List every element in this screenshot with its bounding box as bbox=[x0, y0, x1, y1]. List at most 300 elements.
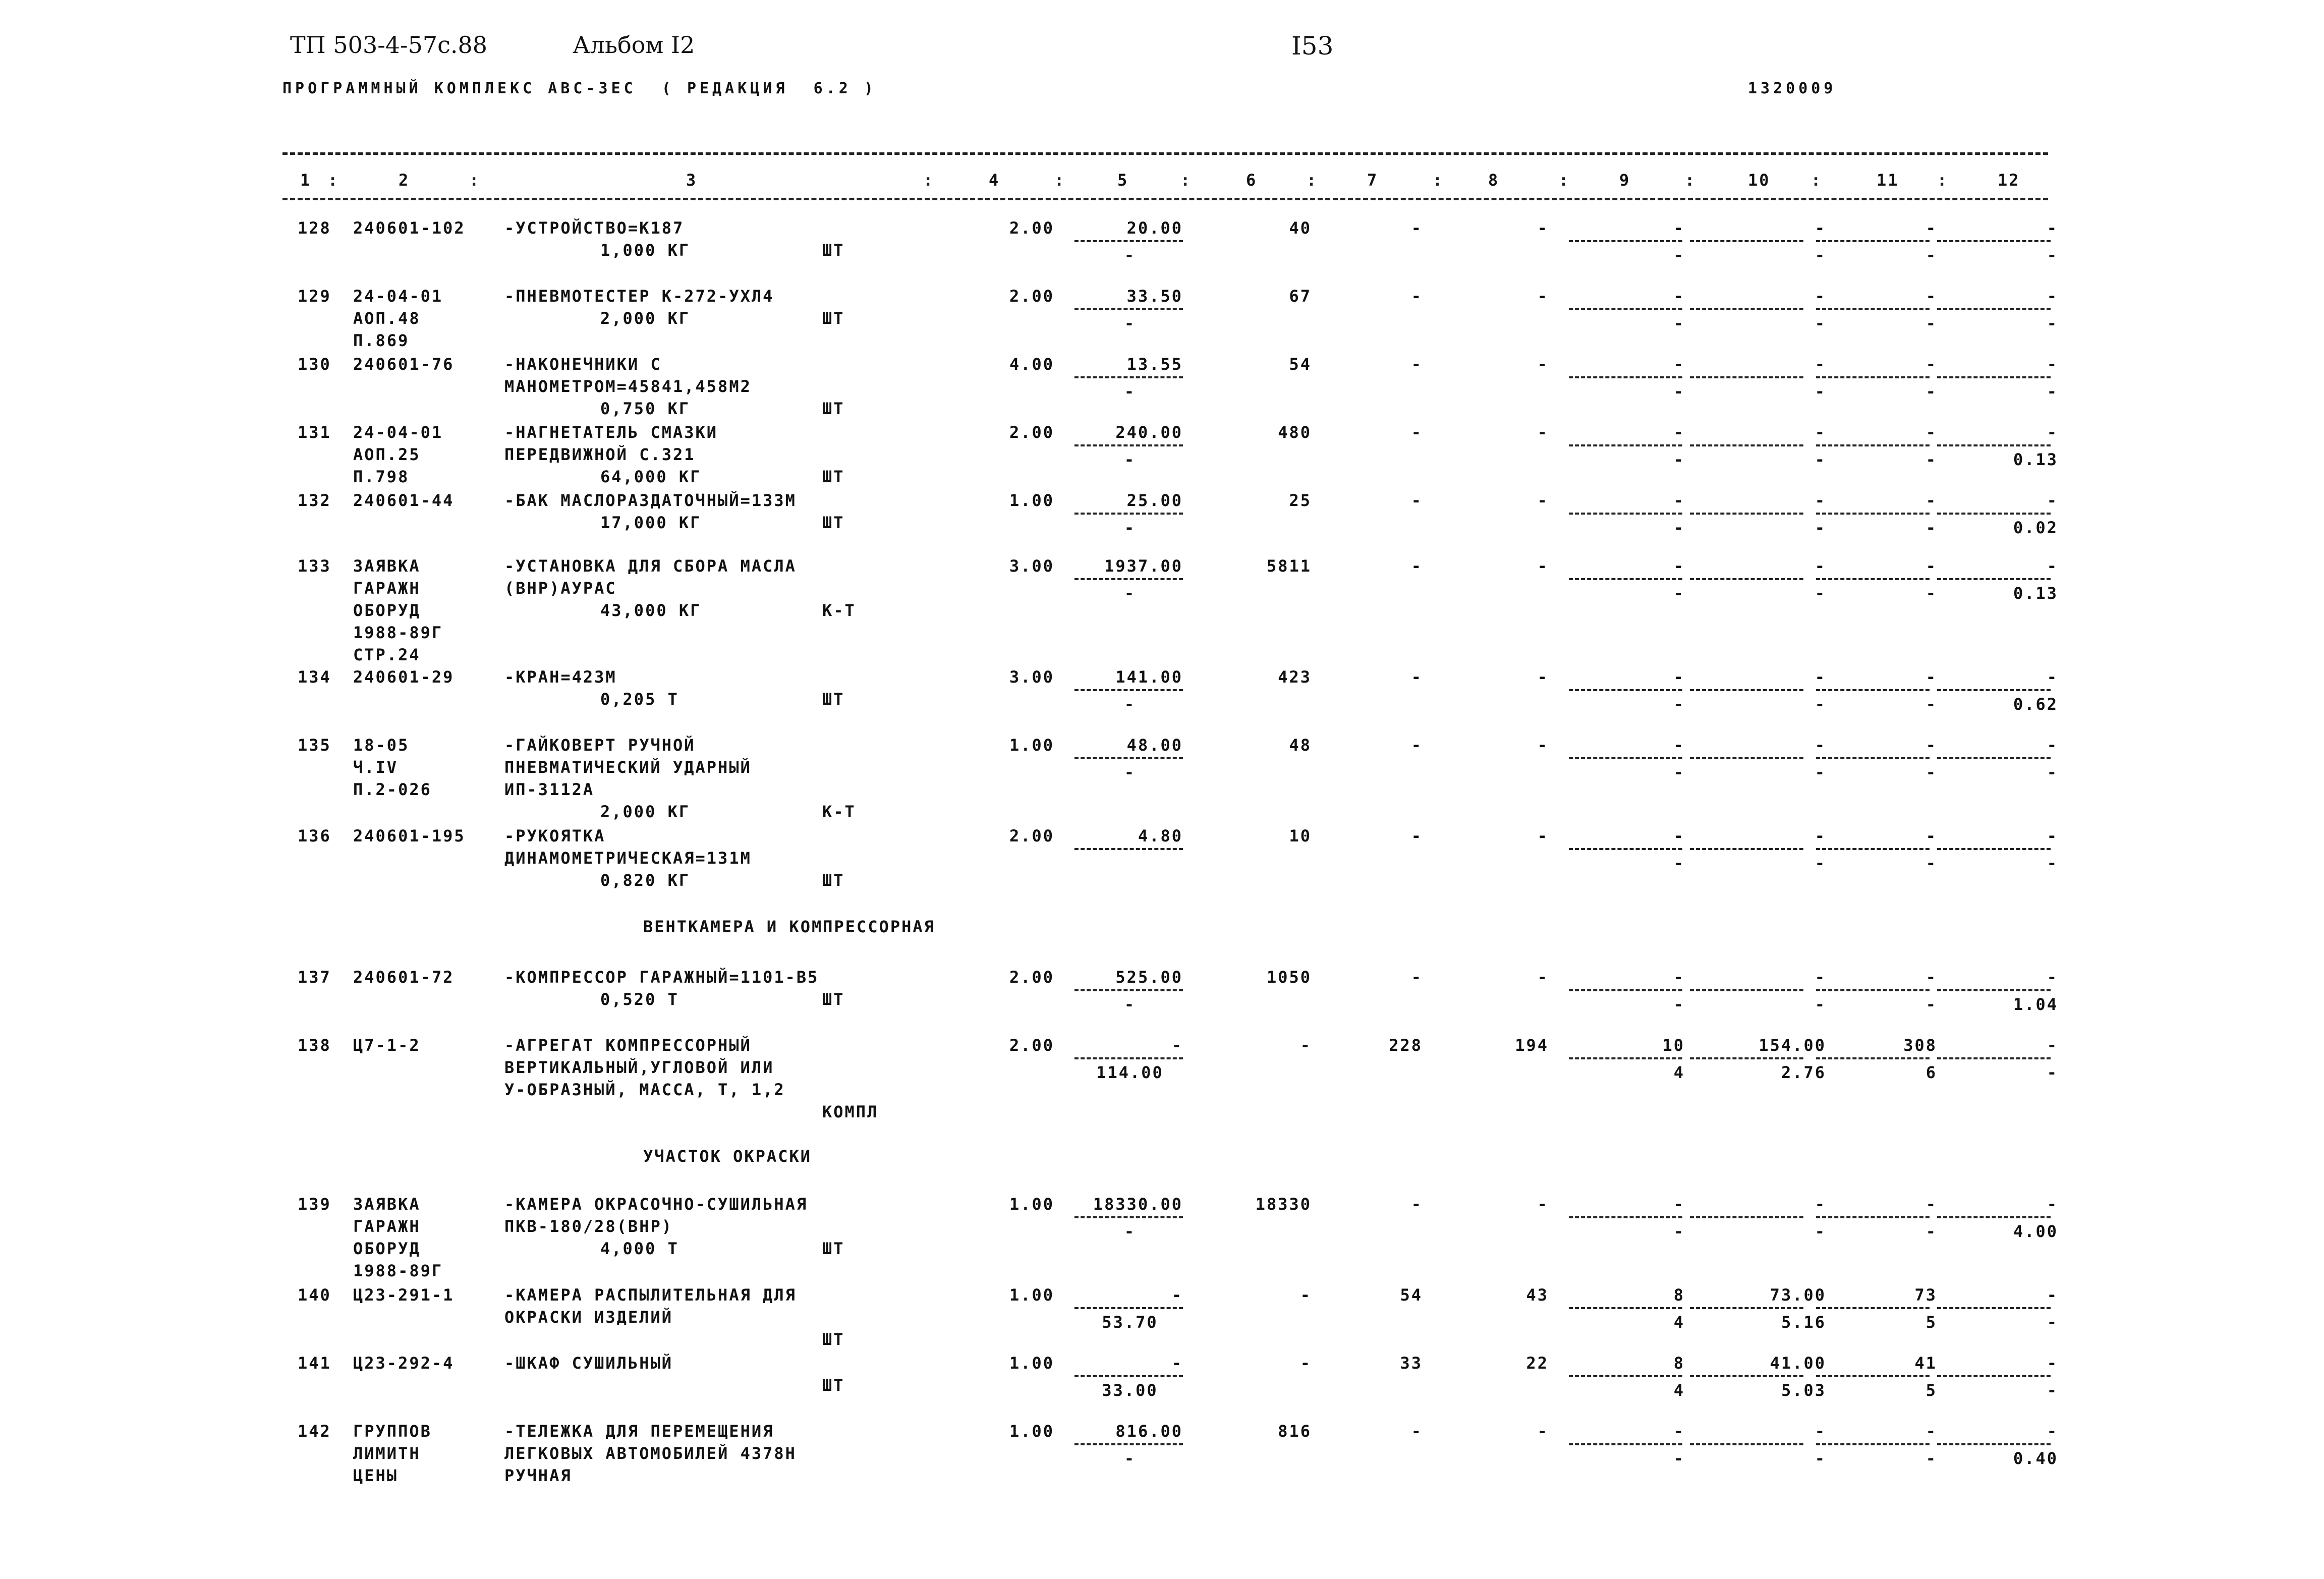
cell-c5: 48.00 bbox=[1126, 736, 1183, 755]
item-name: ПНЕВМАТИЧЕСКИЙ УДАРНЫЙ bbox=[504, 758, 752, 777]
cell-c11b: - bbox=[1925, 1222, 1937, 1241]
item-name: -ШКАФ СУШИЛЬНЫЙ bbox=[504, 1354, 673, 1373]
cell-c5-sub: - bbox=[1124, 1222, 1136, 1241]
item-unit: К-Т bbox=[822, 601, 856, 620]
cell-c7: - bbox=[1411, 423, 1423, 442]
item-code: Ч.IV bbox=[353, 758, 399, 777]
cell-c4: 1.00 bbox=[1009, 736, 1054, 755]
item-code: Ц23-292-4 bbox=[353, 1354, 455, 1373]
cell-divider bbox=[1937, 1443, 2051, 1445]
cell-c7: - bbox=[1411, 1195, 1423, 1214]
cell-divider bbox=[1569, 757, 1682, 759]
item-code: ЦЕНЫ bbox=[353, 1466, 399, 1485]
cell-c9: - bbox=[1673, 218, 1685, 238]
cell-c7: - bbox=[1411, 1422, 1423, 1441]
cell-c12b: - bbox=[2047, 1313, 2058, 1332]
row-number: 140 bbox=[298, 1285, 331, 1305]
cell-c9b: 4 bbox=[1673, 1381, 1685, 1400]
cell-c9: - bbox=[1673, 355, 1685, 374]
cell-divider bbox=[1816, 513, 1930, 515]
cell-c11b: - bbox=[1925, 314, 1937, 333]
cell-c12: - bbox=[2047, 968, 2058, 987]
item-mass: 64,000 КГ bbox=[600, 467, 702, 486]
cell-c6: 5811 bbox=[1266, 556, 1312, 576]
cell-divider bbox=[1569, 513, 1682, 515]
cell-divider bbox=[1937, 308, 2051, 310]
cell-divider bbox=[1937, 1216, 2051, 1218]
cell-c9: - bbox=[1673, 556, 1685, 576]
cell-divider bbox=[1937, 689, 2051, 691]
cell-divider bbox=[1569, 689, 1682, 691]
cell-c8: 194 bbox=[1515, 1036, 1549, 1055]
cell-divider bbox=[1937, 1307, 2051, 1309]
row-number: 131 bbox=[298, 423, 331, 442]
cell-c4: 4.00 bbox=[1009, 355, 1054, 374]
cell-c6: 67 bbox=[1289, 287, 1312, 306]
item-mass: 43,000 КГ bbox=[600, 601, 702, 620]
cell-divider bbox=[1690, 308, 1803, 310]
cell-c11: - bbox=[1925, 736, 1937, 755]
cell-c9b: - bbox=[1673, 995, 1685, 1014]
cell-divider bbox=[1816, 989, 1930, 991]
cell-c12b: - bbox=[2047, 763, 2058, 782]
cell-divider bbox=[1569, 376, 1682, 378]
column-separator: : bbox=[469, 171, 481, 190]
cell-c8: - bbox=[1537, 667, 1549, 687]
row-number: 129 bbox=[298, 287, 331, 306]
cell-c9b: - bbox=[1673, 854, 1685, 873]
cell-c10: - bbox=[1815, 491, 1826, 510]
cell-divider bbox=[1816, 1375, 1930, 1377]
item-code: 18-05 bbox=[353, 736, 410, 755]
item-name: МАНОМЕТРОМ=45841,458М2 bbox=[504, 377, 752, 396]
cell-divider bbox=[1690, 444, 1803, 446]
cell-c11b: - bbox=[1925, 854, 1937, 873]
item-name: -КОМПРЕССОР ГАРАЖНЫЙ=1101-В5 bbox=[504, 968, 819, 987]
cell-c10b: - bbox=[1815, 518, 1826, 537]
column-separator: : bbox=[923, 171, 935, 190]
cell-c10b: - bbox=[1815, 450, 1826, 469]
cell-c5-sub: - bbox=[1124, 382, 1136, 401]
item-code: ОБОРУД bbox=[353, 1239, 421, 1258]
document-number: 1320009 bbox=[1748, 80, 1837, 97]
cell-c10: - bbox=[1815, 667, 1826, 687]
cell-c11: 308 bbox=[1903, 1036, 1937, 1055]
cell-divider bbox=[1690, 376, 1803, 378]
cell-c8: - bbox=[1537, 287, 1549, 306]
cell-c12: - bbox=[2047, 1354, 2058, 1373]
cell-c10b: - bbox=[1815, 382, 1826, 401]
cell-c11: 73 bbox=[1914, 1285, 1937, 1305]
cell-c9b: - bbox=[1673, 584, 1685, 603]
cell-c11: - bbox=[1925, 491, 1937, 510]
cell-divider bbox=[1690, 1216, 1803, 1218]
item-name: (ВНР)АУРАС bbox=[504, 579, 617, 598]
program-title: ПРОГРАММНЫЙ КОМПЛЕКС АВС-ЗЕС ( РЕДАКЦИЯ 6.2 ) bbox=[282, 80, 877, 97]
cell-divider bbox=[1816, 1216, 1930, 1218]
cell-divider bbox=[1569, 1375, 1682, 1377]
cell-c5: 4.80 bbox=[1138, 826, 1183, 845]
item-code: ГРУППОВ bbox=[353, 1422, 432, 1441]
cell-c11: - bbox=[1925, 667, 1937, 687]
row-number: 136 bbox=[298, 826, 331, 845]
cell-divider bbox=[1816, 1057, 1930, 1059]
cell-c7: - bbox=[1411, 287, 1423, 306]
cell-divider bbox=[1937, 513, 2051, 515]
item-code: Ц23-291-1 bbox=[353, 1285, 455, 1305]
cell-c10b: - bbox=[1815, 1449, 1826, 1468]
cell-c8: 43 bbox=[1526, 1285, 1549, 1305]
column-header-8: 8 bbox=[1488, 171, 1500, 190]
cell-c10b: 5.16 bbox=[1781, 1313, 1826, 1332]
cell-c11b: - bbox=[1925, 382, 1937, 401]
cell-c4: 1.00 bbox=[1009, 1422, 1054, 1441]
row-number: 139 bbox=[298, 1195, 331, 1214]
cell-c10b: - bbox=[1815, 246, 1826, 265]
cell-c6: 25 bbox=[1289, 491, 1312, 510]
cell-c8: - bbox=[1537, 968, 1549, 987]
cell-c5-sub: - bbox=[1124, 450, 1136, 469]
cell-c10: - bbox=[1815, 556, 1826, 576]
cell-divider bbox=[1569, 240, 1682, 242]
cell-c12: - bbox=[2047, 355, 2058, 374]
cell-divider bbox=[1690, 757, 1803, 759]
cell-c11: - bbox=[1925, 1422, 1937, 1441]
cell-divider bbox=[1074, 1375, 1183, 1377]
cell-divider bbox=[1569, 1216, 1682, 1218]
cell-divider bbox=[1816, 1443, 1930, 1445]
cell-c9: - bbox=[1673, 826, 1685, 845]
cell-divider bbox=[1074, 989, 1183, 991]
item-code: АОП.25 bbox=[353, 445, 421, 464]
item-code: ЗАЯВКА bbox=[353, 556, 421, 576]
row-number: 128 bbox=[298, 218, 331, 238]
cell-c7: - bbox=[1411, 826, 1423, 845]
item-unit: ШТ bbox=[822, 1376, 845, 1395]
item-name: ПЕРЕДВИЖНОЙ С.321 bbox=[504, 445, 696, 464]
item-name: -КАМЕРА ОКРАСОЧНО-СУШИЛЬНАЯ bbox=[504, 1195, 808, 1214]
cell-divider bbox=[1569, 848, 1682, 850]
cell-c11: - bbox=[1925, 1195, 1937, 1214]
row-number: 134 bbox=[298, 667, 331, 687]
column-header-4: 4 bbox=[989, 171, 1000, 190]
column-header-7: 7 bbox=[1367, 171, 1379, 190]
cell-c11b: - bbox=[1925, 1449, 1937, 1468]
cell-divider bbox=[1074, 1443, 1183, 1445]
cell-c11b: - bbox=[1925, 518, 1937, 537]
item-name: -УСТРОЙСТВО=К187 bbox=[504, 218, 685, 238]
cell-c7: 228 bbox=[1389, 1036, 1423, 1055]
cell-c7: - bbox=[1411, 355, 1423, 374]
cell-c7: - bbox=[1411, 736, 1423, 755]
cell-divider bbox=[1937, 376, 2051, 378]
cell-divider bbox=[1690, 1443, 1803, 1445]
cell-c10b: - bbox=[1815, 995, 1826, 1014]
cell-divider bbox=[1937, 240, 2051, 242]
cell-c9b: - bbox=[1673, 382, 1685, 401]
item-code: 240601-72 bbox=[353, 968, 455, 987]
cell-c10b: - bbox=[1815, 584, 1826, 603]
column-separator: : bbox=[1433, 171, 1444, 190]
item-unit: ШТ bbox=[822, 241, 845, 260]
item-name: -КРАН=423М bbox=[504, 667, 617, 687]
cell-divider bbox=[1569, 1307, 1682, 1309]
item-mass: 2,000 КГ bbox=[600, 309, 691, 328]
column-header-12: 12 bbox=[1998, 171, 2020, 190]
item-mass: 2,000 КГ bbox=[600, 802, 691, 821]
cell-c4: 1.00 bbox=[1009, 1354, 1054, 1373]
cell-c11: - bbox=[1925, 968, 1937, 987]
cell-divider bbox=[1937, 848, 2051, 850]
item-code: 1988-89Г bbox=[353, 623, 443, 642]
cell-c11b: - bbox=[1925, 763, 1937, 782]
cell-c12: - bbox=[2047, 1036, 2058, 1055]
cell-divider bbox=[1816, 689, 1930, 691]
item-code: Ц7-1-2 bbox=[353, 1036, 421, 1055]
cell-c10b: 5.03 bbox=[1781, 1381, 1826, 1400]
cell-divider bbox=[1816, 240, 1930, 242]
cell-c12: - bbox=[2047, 1285, 2058, 1305]
cell-c4: 1.00 bbox=[1009, 1195, 1054, 1214]
cell-c9b: - bbox=[1673, 695, 1685, 714]
cell-c10b: - bbox=[1815, 314, 1826, 333]
cell-c5: 525.00 bbox=[1115, 968, 1183, 987]
cell-c11: - bbox=[1925, 287, 1937, 306]
cell-c10: - bbox=[1815, 826, 1826, 845]
item-code: П.869 bbox=[353, 331, 410, 350]
cell-divider bbox=[1690, 1375, 1803, 1377]
item-name: -АГРЕГАТ КОМПРЕССОРНЫЙ bbox=[504, 1036, 752, 1055]
cell-c11b: - bbox=[1925, 995, 1937, 1014]
cell-c4: 2.00 bbox=[1009, 423, 1054, 442]
cell-divider bbox=[1816, 308, 1930, 310]
cell-c10: - bbox=[1815, 1195, 1826, 1214]
cell-c12: - bbox=[2047, 287, 2058, 306]
cell-c5-sub: - bbox=[1124, 518, 1136, 537]
cell-divider bbox=[1074, 240, 1183, 242]
cell-c10: - bbox=[1815, 968, 1826, 987]
cell-c11b: - bbox=[1925, 246, 1937, 265]
cell-c9: 10 bbox=[1662, 1036, 1685, 1055]
cell-divider bbox=[1074, 513, 1183, 515]
item-code: П.2-026 bbox=[353, 780, 432, 799]
table-top-rule bbox=[282, 152, 2048, 155]
cell-c12b: - bbox=[2047, 382, 2058, 401]
cell-c6: - bbox=[1300, 1036, 1312, 1055]
row-number: 135 bbox=[298, 736, 331, 755]
cell-c9: 8 bbox=[1673, 1285, 1685, 1305]
cell-c4: 2.00 bbox=[1009, 287, 1054, 306]
cell-divider bbox=[1569, 578, 1682, 580]
album-label: Альбом I2 bbox=[573, 31, 695, 59]
item-name: ВЕРТИКАЛЬНЫЙ,УГЛОВОЙ ИЛИ bbox=[504, 1058, 774, 1077]
cell-divider bbox=[1816, 757, 1930, 759]
cell-c6: - bbox=[1300, 1354, 1312, 1373]
cell-c9: - bbox=[1673, 491, 1685, 510]
table-header-rule bbox=[282, 198, 2048, 200]
item-code: 1988-89Г bbox=[353, 1261, 443, 1280]
section-title-paint: УЧАСТОК ОКРАСКИ bbox=[643, 1147, 812, 1166]
cell-c9: 8 bbox=[1673, 1354, 1685, 1373]
cell-divider bbox=[1937, 444, 2051, 446]
column-header-5: 5 bbox=[1117, 171, 1129, 190]
item-name: ПКВ-180/28(ВНР) bbox=[504, 1217, 673, 1236]
cell-c11b: - bbox=[1925, 695, 1937, 714]
item-name: ИП-3112А bbox=[504, 780, 595, 799]
column-header-2: 2 bbox=[399, 171, 410, 190]
cell-c5: 141.00 bbox=[1115, 667, 1183, 687]
item-name: ОКРАСКИ ИЗДЕЛИЙ bbox=[504, 1308, 673, 1327]
cell-c10: 154.00 bbox=[1759, 1036, 1826, 1055]
cell-c10b: 2.76 bbox=[1781, 1063, 1826, 1082]
cell-divider bbox=[1569, 989, 1682, 991]
cell-c6: - bbox=[1300, 1285, 1312, 1305]
cell-c8: 22 bbox=[1526, 1354, 1549, 1373]
cell-c12: - bbox=[2047, 826, 2058, 845]
column-header-3: 3 bbox=[686, 171, 698, 190]
cell-c5: - bbox=[1171, 1354, 1183, 1373]
item-name: -УСТАНОВКА ДЛЯ СБОРА МАСЛА bbox=[504, 556, 797, 576]
cell-c4: 3.00 bbox=[1009, 556, 1054, 576]
cell-c8: - bbox=[1537, 736, 1549, 755]
cell-c12: - bbox=[2047, 218, 2058, 238]
cell-c5-sub: - bbox=[1124, 314, 1136, 333]
column-separator: : bbox=[1559, 171, 1570, 190]
cell-divider bbox=[1569, 308, 1682, 310]
cell-c12: - bbox=[2047, 1195, 2058, 1214]
cell-c5: 18330.00 bbox=[1093, 1195, 1183, 1214]
cell-c12b: 4.00 bbox=[2013, 1222, 2058, 1241]
item-unit: ШТ bbox=[822, 1330, 845, 1349]
row-number: 137 bbox=[298, 968, 331, 987]
item-mass: 1,000 КГ bbox=[600, 241, 691, 260]
row-number: 130 bbox=[298, 355, 331, 374]
item-code: 240601-76 bbox=[353, 355, 455, 374]
column-separator: : bbox=[1180, 171, 1192, 190]
column-header-1: 1 bbox=[300, 171, 312, 190]
item-mass: 0,820 КГ bbox=[600, 871, 691, 890]
cell-divider bbox=[1690, 689, 1803, 691]
cell-c9b: - bbox=[1673, 763, 1685, 782]
cell-c10b: - bbox=[1815, 695, 1826, 714]
row-number: 132 bbox=[298, 491, 331, 510]
cell-c8: - bbox=[1537, 1195, 1549, 1214]
cell-c10: - bbox=[1815, 1422, 1826, 1441]
item-name: -НАКОНЕЧНИКИ С bbox=[504, 355, 662, 374]
cell-divider bbox=[1074, 1216, 1183, 1218]
cell-c8: - bbox=[1537, 423, 1549, 442]
cell-c9: - bbox=[1673, 736, 1685, 755]
cell-divider bbox=[1816, 848, 1930, 850]
cell-divider bbox=[1569, 1443, 1682, 1445]
cell-divider bbox=[1690, 989, 1803, 991]
column-separator: : bbox=[328, 171, 339, 190]
item-name: -НАГНЕТАТЕЛЬ СМАЗКИ bbox=[504, 423, 718, 442]
cell-c7: - bbox=[1411, 218, 1423, 238]
cell-c12b: 0.02 bbox=[2013, 518, 2058, 537]
item-code: 240601-29 bbox=[353, 667, 455, 687]
cell-divider bbox=[1074, 757, 1183, 759]
cell-c9b: 4 bbox=[1673, 1313, 1685, 1332]
cell-c7: - bbox=[1411, 556, 1423, 576]
item-code: АОП.48 bbox=[353, 309, 421, 328]
cell-c10b: - bbox=[1815, 1222, 1826, 1241]
cell-c5-sub: - bbox=[1124, 584, 1136, 603]
cell-divider bbox=[1074, 848, 1183, 850]
cell-c12: - bbox=[2047, 556, 2058, 576]
item-code: 240601-195 bbox=[353, 826, 466, 845]
item-name: -ПНЕВМОТЕСТЕР К-272-УХЛ4 bbox=[504, 287, 774, 306]
cell-divider bbox=[1074, 376, 1183, 378]
cell-c5: - bbox=[1171, 1285, 1183, 1305]
column-header-10: 10 bbox=[1748, 171, 1771, 190]
cell-divider bbox=[1074, 578, 1183, 580]
cell-c8: - bbox=[1537, 218, 1549, 238]
item-name: ДИНАМОМЕТРИЧЕСКАЯ=131М bbox=[504, 849, 752, 868]
item-unit: ШТ bbox=[822, 309, 845, 328]
item-name: ЛЕГКОВЫХ АВТОМОБИЛЕЙ 4378Н bbox=[504, 1444, 797, 1463]
cell-c6: 1050 bbox=[1266, 968, 1312, 987]
column-header-9: 9 bbox=[1619, 171, 1631, 190]
cell-c9b: - bbox=[1673, 518, 1685, 537]
cell-c6: 54 bbox=[1289, 355, 1312, 374]
page-number: I53 bbox=[1291, 31, 1334, 61]
cell-divider bbox=[1816, 1307, 1930, 1309]
cell-c12: - bbox=[2047, 667, 2058, 687]
item-name: РУЧНАЯ bbox=[504, 1466, 572, 1485]
cell-c9b: - bbox=[1673, 246, 1685, 265]
cell-divider bbox=[1074, 689, 1183, 691]
cell-c9: - bbox=[1673, 667, 1685, 687]
cell-c6: 480 bbox=[1278, 423, 1312, 442]
item-code: ЗАЯВКА bbox=[353, 1195, 421, 1214]
cell-divider bbox=[1816, 578, 1930, 580]
cell-divider bbox=[1690, 1057, 1803, 1059]
item-unit: ШТ bbox=[822, 871, 845, 890]
item-name: -КАМЕРА РАСПЫЛИТЕЛЬНАЯ ДЛЯ bbox=[504, 1285, 797, 1305]
cell-c6: 10 bbox=[1289, 826, 1312, 845]
cell-divider bbox=[1816, 376, 1930, 378]
cell-c7: - bbox=[1411, 667, 1423, 687]
row-number: 142 bbox=[298, 1422, 331, 1441]
cell-c5-sub: - bbox=[1124, 695, 1136, 714]
cell-c5: 25.00 bbox=[1126, 491, 1183, 510]
cell-c5-sub: 114.00 bbox=[1096, 1063, 1164, 1082]
cell-c12b: - bbox=[2047, 246, 2058, 265]
cell-divider bbox=[1569, 444, 1682, 446]
cell-c11b: - bbox=[1925, 450, 1937, 469]
column-separator: : bbox=[1307, 171, 1318, 190]
cell-divider bbox=[1690, 578, 1803, 580]
cell-c10: 73.00 bbox=[1770, 1285, 1826, 1305]
cell-c5-sub: 33.00 bbox=[1102, 1381, 1158, 1400]
column-header-6: 6 bbox=[1246, 171, 1258, 190]
cell-divider bbox=[1690, 513, 1803, 515]
cell-c11b: 5 bbox=[1925, 1313, 1937, 1332]
document-code: ТП 503-4-57с.88 bbox=[290, 31, 488, 59]
cell-divider bbox=[1937, 1057, 2051, 1059]
item-unit: ШТ bbox=[822, 513, 845, 532]
cell-c12: - bbox=[2047, 736, 2058, 755]
cell-c12b: - bbox=[2047, 854, 2058, 873]
cell-c12: - bbox=[2047, 1422, 2058, 1441]
cell-c5: 33.50 bbox=[1126, 287, 1183, 306]
item-mass: 0,205 Т bbox=[600, 690, 679, 709]
item-code: 24-04-01 bbox=[353, 287, 443, 306]
column-separator: : bbox=[1811, 171, 1823, 190]
cell-c12b: 0.13 bbox=[2013, 584, 2058, 603]
cell-c11: 41 bbox=[1914, 1354, 1937, 1373]
